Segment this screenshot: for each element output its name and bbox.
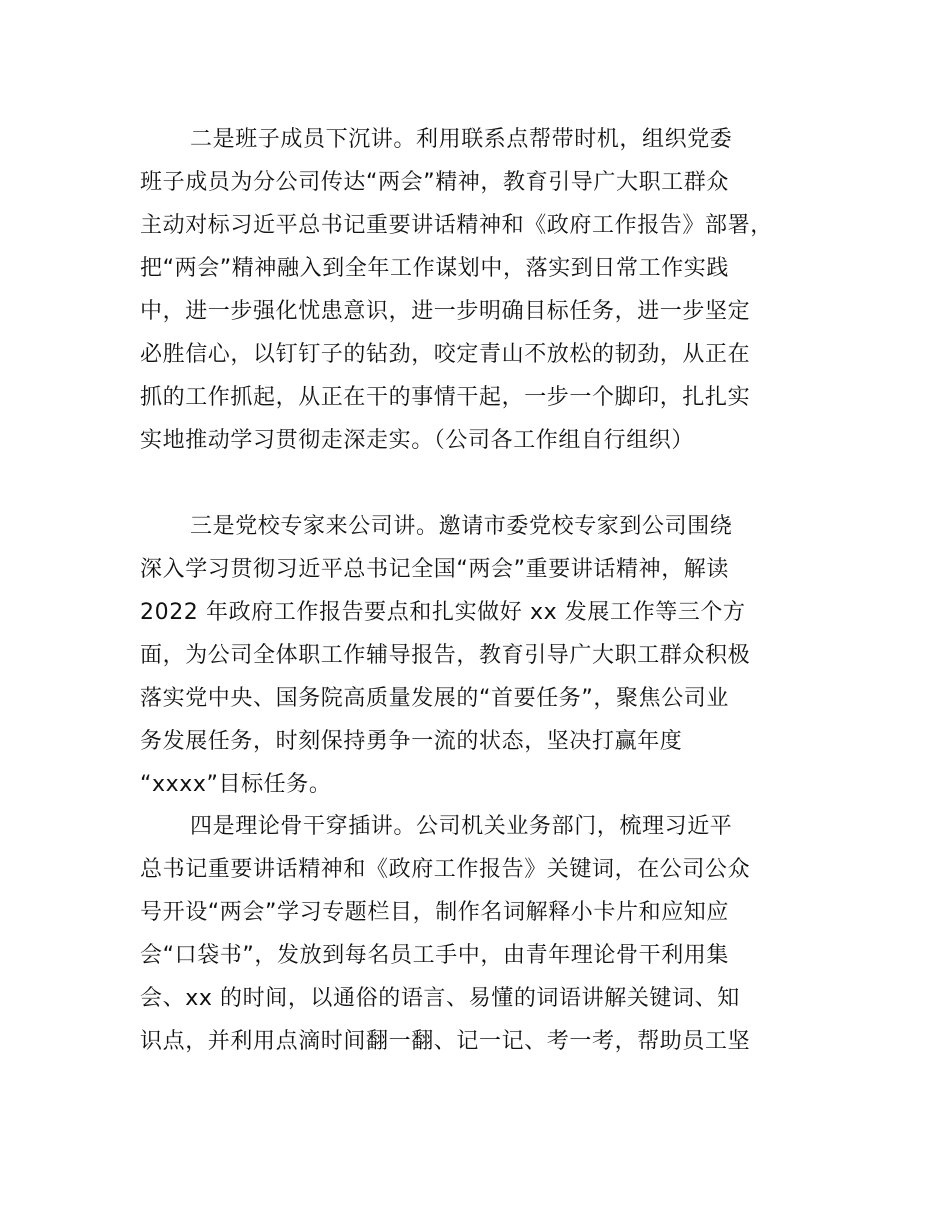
paragraph-team-members xyxy=(140,118,840,462)
text-line: 四是理论骨干穿插讲。公司机关业务部门，梳理习近平 xyxy=(190,814,733,839)
text-line: 号开设“两会”学习专题栏目，制作名词解释小卡片和应知应 xyxy=(140,900,729,925)
text-line: 实地推动学习贯彻走深走实。（公司各工作组自行组织） xyxy=(140,428,695,453)
text-line: 务发展任务，时刻保持勇争一流的状态，坚决打赢年度 xyxy=(140,729,683,754)
text-line: 面，为公司全体职工作辅导报告，教育引导广大职工群众积极 xyxy=(140,643,751,668)
text-line: 三是党校专家来公司讲。邀请市委党校专家到公司围绕 xyxy=(190,514,733,539)
text-line: 班子成员为分公司传达“两会”精神，教育引导广大职工群众 xyxy=(140,170,729,195)
text-line: 深入学习贯彻习近平总书记全国“两会”重要讲话精神，解读 xyxy=(140,557,729,582)
text-line: 必胜信心，以钉钉子的钻劲，咬定青山不放松的韧劲，从正在 xyxy=(140,342,751,367)
paragraph-party-school-experts xyxy=(140,505,840,806)
text-line: 主动对标习近平总书记重要讲话精神和《政府工作报告》部署， xyxy=(140,213,773,238)
text-line: 总书记重要讲话精神和《政府工作报告》关键词，在公司公众 xyxy=(140,857,751,882)
paragraph-theory-backbone xyxy=(140,805,840,1063)
text-line: 中，进一步强化忧患意识，进一步明确目标任务，进一步坚定 xyxy=(140,299,751,324)
text-line: 把“两会”精神融入到全年工作谋划中，落实到日常工作实践 xyxy=(140,256,729,281)
text-line: 识点，并利用点滴时间翻一翻、记一记、考一考，帮助员工坚 xyxy=(140,1029,751,1054)
text-line: “xxxx”目标任务。 xyxy=(140,772,332,797)
text-line: 会、xx 的时间，以通俗的语言、易懂的词语讲解关键词、知 xyxy=(140,986,740,1011)
text-line: 抓的工作抓起，从正在干的事情干起，一步一个脚印，扎扎实 xyxy=(140,385,751,410)
text-line: 2022 年政府工作报告要点和扎实做好 xx 发展工作等三个方 xyxy=(140,600,746,625)
text-line: 落实党中央、国务院高质量发展的“首要任务”，聚焦公司业 xyxy=(140,686,729,711)
text-line: 二是班子成员下沉讲。利用联系点帮带时机，组织党委 xyxy=(190,127,733,152)
text-line: 会“口袋书”，发放到每名员工手中，由青年理论骨干利用集 xyxy=(140,943,729,968)
